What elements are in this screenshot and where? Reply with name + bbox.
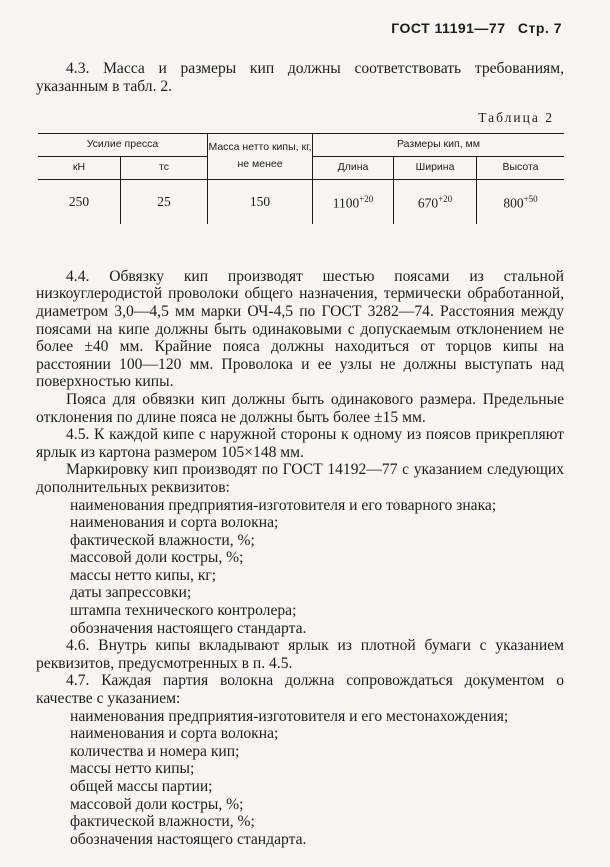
header-ts: тс [121,156,208,179]
paragraph-4-3: 4.3. Масса и размеры кип должны соответствовать требованиям, указанным в табл. 2. [36,60,564,95]
header-bale-dimensions: Размеры кип, мм [313,133,565,156]
table-caption: Таблица 2 [478,110,554,126]
list-item: наименования предприятия-изготовителя и его товарного знака; [70,496,497,514]
cell-length: $1100^{+20}$ [313,179,394,224]
paragraph-4-5: 4.5. К каждой кипе с наружной стороны к одному из поясов прикрепляют ярлык из картона размером 105×148 мм. [36,426,564,461]
marking-requisites-list [36,497,564,638]
list-item: массы нетто кипы; [70,760,195,778]
list-item: наименования предприятия-изготовителя и его местонахождения; [70,707,509,725]
list-item: фактической влажности, %; [70,813,255,831]
quality-document-list [36,708,564,849]
list-item: наименования и сорта волокна; [70,514,279,532]
bale-size-table [38,133,564,224]
standard-number: ГОСТ 11191—77 [391,20,506,36]
list-item: общей массы партии; [70,778,213,795]
list-item: наименования и сорта волокна; [70,725,279,743]
list-item: массы нетто кипы, кг; [70,566,217,584]
paragraph-4-6: 4.6. Внутрь кипы вкладывают ярлык из плотной бумаги с указанием реквизитов, предусмотренных в п. 4.5. [36,637,564,672]
cell-kn: 250 [38,179,121,224]
list-item: массовой доли костры, %; [70,795,244,813]
header-net-mass: Масса нетто кипы, кг, не менее [208,133,313,179]
paragraph-4-4-tolerance: Пояса для обвязки кип должны быть одинакового размера. Предельные отклонения по длине пояса не должны быть более ±15 мм. [36,390,564,426]
table-row [38,179,564,224]
cell-height: $800^{+50}$ [477,179,565,224]
list-item: количества и номера кип; [70,742,240,760]
paragraph-4-4: 4.4. Обвязку кип производят шестью поясами из стальной низкоуглеродистой проволоки общего назначения, термически обработанной, диаметром 3,0—4,5 мм марки ОЧ-4,5 по ГОСТ 3282—74. Расстояния между поясами на кипе должны быть одинаковыми с допускаемым отклонением не более ±40 мм. Крайние пояса должны находиться от торцов кипы на расстоянии 100—120 мм. Проволока и ее узлы не должны выступать над поверхностью кипы. [36,267,564,391]
list-item: обозначения настоящего стандарта. [70,830,307,848]
list-item: обозначения настоящего стандарта. [70,619,307,637]
document-body [36,60,564,848]
cell-width: $670^{+20}$ [394,179,477,224]
header-length: Длина [313,156,394,179]
header-height: Высота [477,156,565,179]
list-item: даты запрессовки; [70,584,192,602]
header-press-force: Усилие пресса [38,133,208,156]
page-header [391,20,562,36]
list-item: штампа технического контролера; [70,602,297,620]
header-kn: кН [38,156,121,179]
list-item: фактической влажности, %; [70,531,255,549]
list-item: массовой доли костры, %; [70,549,244,567]
header-width: Ширина [394,156,477,179]
paragraph-4-7: 4.7. Каждая партия волокна должна сопровождаться документом о качестве с указанием: [36,672,564,708]
paragraph-4-5-marking: Маркировку кип производят по ГОСТ 14192—77 с указанием следующих дополнительных реквизитов: [36,461,564,496]
cell-ts: 25 [121,179,208,224]
cell-mass: 150 [208,179,313,224]
page-number: Стр. 7 [517,20,562,36]
